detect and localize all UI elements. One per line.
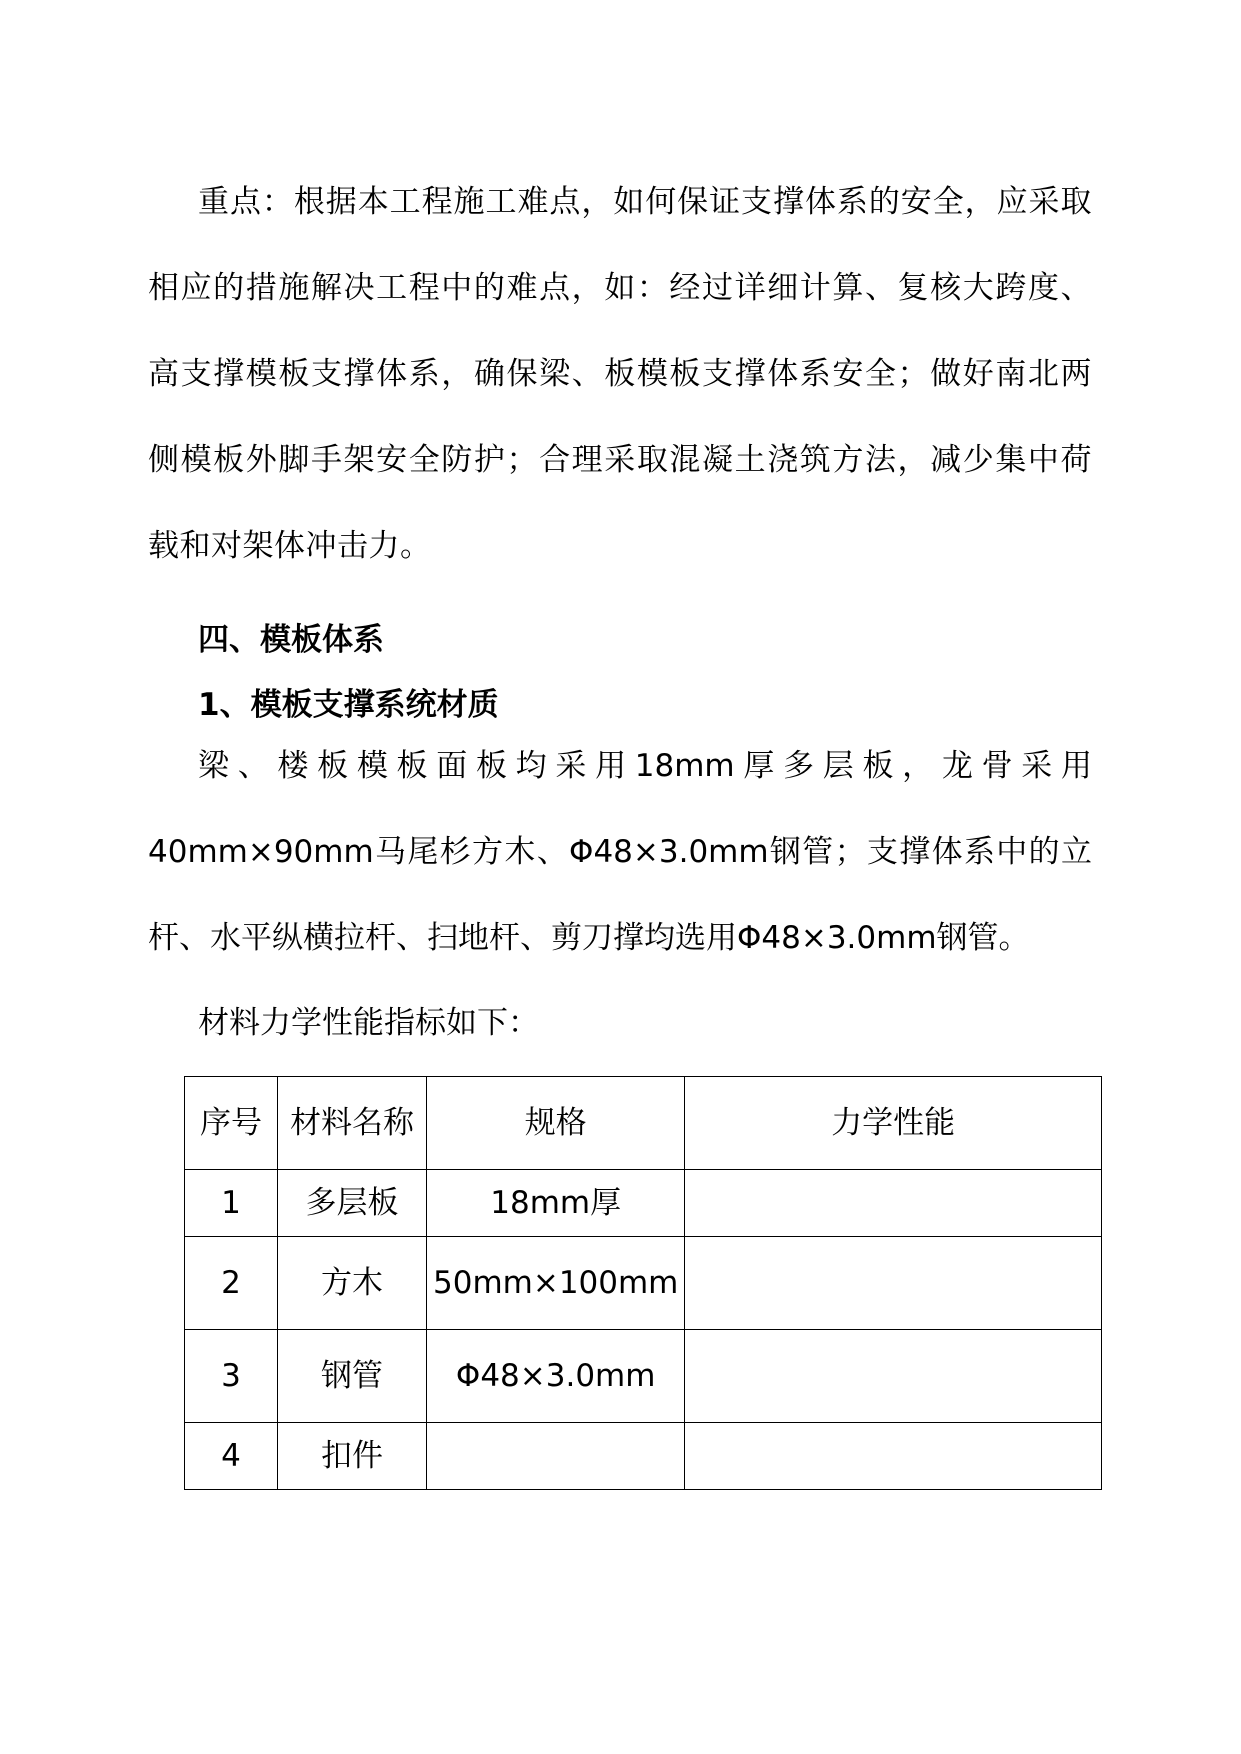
subsection-heading: 1、模板支撑系统材质	[198, 687, 499, 723]
table-row	[185, 1330, 1102, 1423]
header-cell-mechanical-properties: 力学性能	[685, 1077, 1102, 1170]
table-cell-material-name: 多层板	[278, 1170, 427, 1237]
table-cell-material-name: 扣件	[278, 1423, 427, 1490]
key-points-paragraph: 重点：根据本工程施工难点，如何保证支撑体系的安全，应采取相应的措施解决工程中的难点，如：经过详细计算、复核大跨度、高支撑模板支撑体系，确保梁、板模板支撑体系安全；做好南北两侧模板外脚手架安全防护；合理采取混凝土浇筑方法，减少集中荷载和对架体冲击力。	[148, 184, 1092, 564]
table-cell-mechanical-properties	[685, 1237, 1102, 1330]
table-cell-material-name: 钢管	[278, 1330, 427, 1423]
header-cell-index: 序号	[185, 1077, 278, 1170]
table-cell-mechanical-properties	[685, 1423, 1102, 1490]
table-cell-index: 4	[185, 1423, 278, 1490]
table-header-row	[185, 1077, 1102, 1170]
table-cell-index: 1	[185, 1170, 278, 1237]
table-cell-spec: 18mm厚	[427, 1170, 685, 1237]
header-cell-material-name: 材料名称	[278, 1077, 427, 1170]
materials-paragraph: 梁、楼板模板面板均采用18mm厚多层板，龙骨采用40mm×90mm马尾杉方木、Φ48×3.0mm钢管；支撑体系中的立杆、水平纵横拉杆、扫地杆、剪刀撑均选用Φ48×3.0mm钢管。	[148, 748, 1092, 956]
table-cell-mechanical-properties	[685, 1330, 1102, 1423]
table-cell-material-name: 方木	[278, 1237, 427, 1330]
material-properties-table	[184, 1076, 1102, 1490]
table-intro-text: 材料力学性能指标如下：	[198, 1005, 539, 1041]
header-cell-spec: 规格	[427, 1077, 685, 1170]
table-cell-spec: Φ48×3.0mm	[427, 1330, 685, 1423]
table-row	[185, 1170, 1102, 1237]
table-cell-mechanical-properties	[685, 1170, 1102, 1237]
table-row	[185, 1423, 1102, 1490]
table-row	[185, 1237, 1102, 1330]
table-cell-index: 3	[185, 1330, 278, 1423]
table-cell-spec: 50mm×100mm	[427, 1237, 685, 1330]
table-cell-index: 2	[185, 1237, 278, 1330]
table-cell-spec	[427, 1423, 685, 1490]
section-heading: 四、模板体系	[198, 622, 384, 658]
